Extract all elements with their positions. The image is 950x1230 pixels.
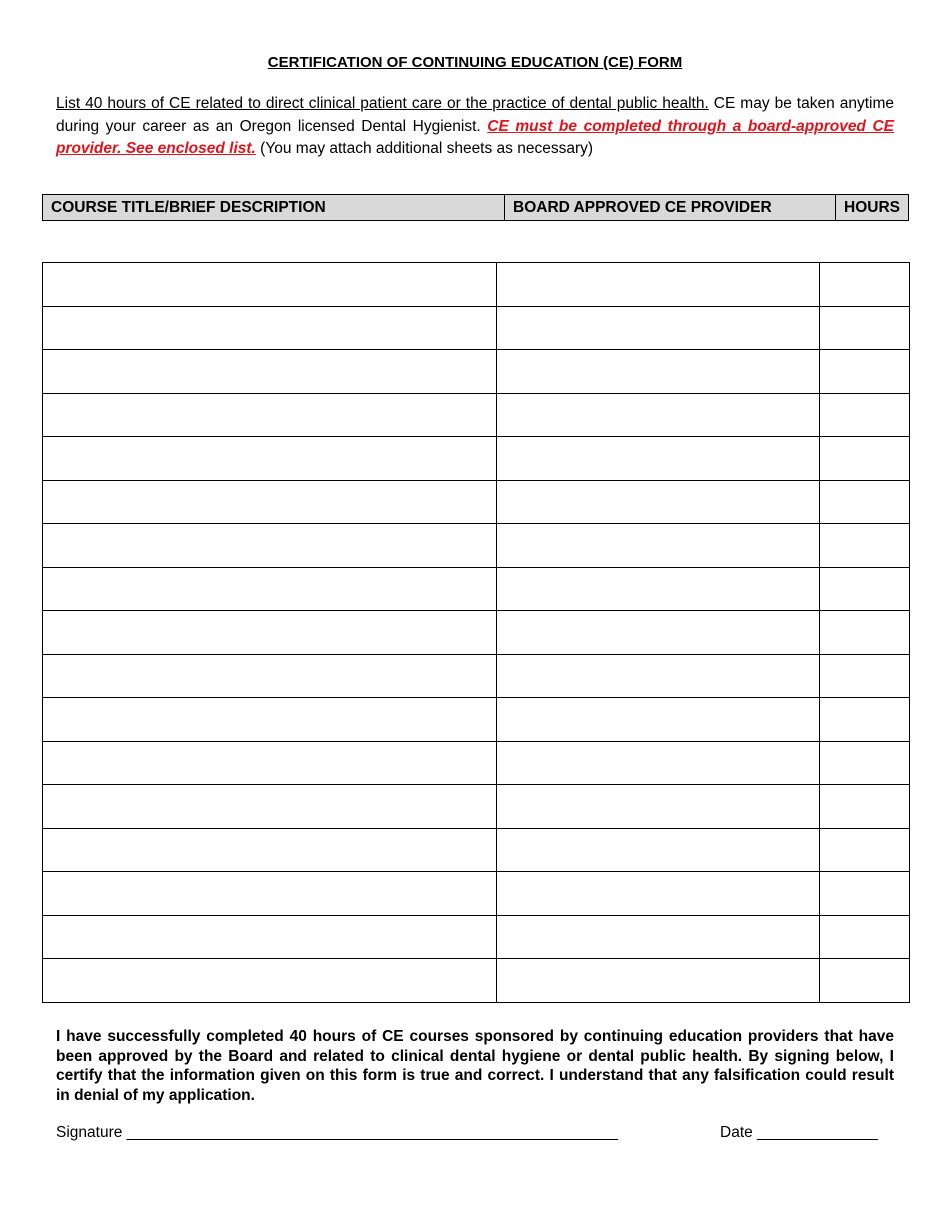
course-cell[interactable] [43,350,497,394]
provider-cell[interactable] [497,350,820,394]
column-header-table [42,194,909,221]
table-row [43,393,910,437]
table-row [43,872,910,916]
provider-cell[interactable] [497,741,820,785]
table-row [43,306,910,350]
provider-cell[interactable] [497,480,820,524]
course-cell[interactable] [43,480,497,524]
course-cell[interactable] [43,263,497,307]
provider-cell[interactable] [497,437,820,481]
hours-cell[interactable] [820,611,910,655]
course-cell[interactable] [43,524,497,568]
hours-cell[interactable] [820,872,910,916]
table-row [43,915,910,959]
intro-requirement-text: List 40 hours of CE related to direct clinical patient care or the practice of dental public health. [56,95,709,112]
course-cell[interactable] [43,959,497,1003]
provider-cell[interactable] [497,915,820,959]
provider-cell[interactable] [497,698,820,742]
table-row [43,741,910,785]
hours-cell[interactable] [820,741,910,785]
column-header-provider: BOARD APPROVED CE PROVIDER [505,195,836,221]
table-row [43,698,910,742]
provider-cell[interactable] [497,654,820,698]
hours-cell[interactable] [820,393,910,437]
provider-cell[interactable] [497,263,820,307]
course-cell[interactable] [43,393,497,437]
hours-cell[interactable] [820,698,910,742]
column-header-course: COURSE TITLE/BRIEF DESCRIPTION [43,195,505,221]
table-row [43,480,910,524]
provider-cell[interactable] [497,785,820,829]
ce-entry-table [42,262,910,1003]
column-header-hours: HOURS [836,195,909,221]
table-row [43,785,910,829]
course-cell[interactable] [43,785,497,829]
course-cell[interactable] [43,306,497,350]
table-row [43,524,910,568]
date-field[interactable]: Date ______________ [720,1124,878,1141]
intro-plain-text: CE may be taken anytime during your career as an Oregon licensed Dental Hygienist. [56,95,894,135]
hours-cell[interactable] [820,828,910,872]
table-row [43,959,910,1003]
table-row [43,828,910,872]
table-row [43,654,910,698]
signature-field[interactable]: Signature _________________________________________________________ [56,1124,619,1141]
table-row [43,437,910,481]
intro-provider-warning: CE must be completed through a board-approved CE provider. See enclosed list. [56,117,894,157]
table-row [43,611,910,655]
course-cell[interactable] [43,828,497,872]
provider-cell[interactable] [497,306,820,350]
provider-cell[interactable] [497,828,820,872]
table-row [43,263,910,307]
provider-cell[interactable] [497,611,820,655]
intro-attach-note: (You may attach additional sheets as necessary) [255,140,594,157]
provider-cell[interactable] [497,959,820,1003]
hours-cell[interactable] [820,915,910,959]
hours-cell[interactable] [820,654,910,698]
intro-paragraph [56,93,894,161]
hours-cell[interactable] [820,524,910,568]
form-title: CERTIFICATION OF CONTINUING EDUCATION (CE) FORM [267,54,683,71]
course-cell[interactable] [43,567,497,611]
course-cell[interactable] [43,741,497,785]
provider-cell[interactable] [497,872,820,916]
table-row [43,350,910,394]
course-cell[interactable] [43,698,497,742]
hours-cell[interactable] [820,306,910,350]
course-cell[interactable] [43,915,497,959]
course-cell[interactable] [43,611,497,655]
certification-statement: I have successfully completed 40 hours of CE courses sponsored by continuing education providers that have been approved by the Board and related to clinical dental hygiene or dental public health. By signing below, I certify that the information given on this form is true and correct. I understand that any falsification could result in denial of my application. [56,1028,894,1104]
hours-cell[interactable] [820,959,910,1003]
hours-cell[interactable] [820,350,910,394]
course-cell[interactable] [43,872,497,916]
course-cell[interactable] [43,654,497,698]
hours-cell[interactable] [820,785,910,829]
hours-cell[interactable] [820,567,910,611]
hours-cell[interactable] [820,263,910,307]
hours-cell[interactable] [820,480,910,524]
hours-cell[interactable] [820,437,910,481]
provider-cell[interactable] [497,567,820,611]
provider-cell[interactable] [497,524,820,568]
course-cell[interactable] [43,437,497,481]
table-row [43,567,910,611]
provider-cell[interactable] [497,393,820,437]
